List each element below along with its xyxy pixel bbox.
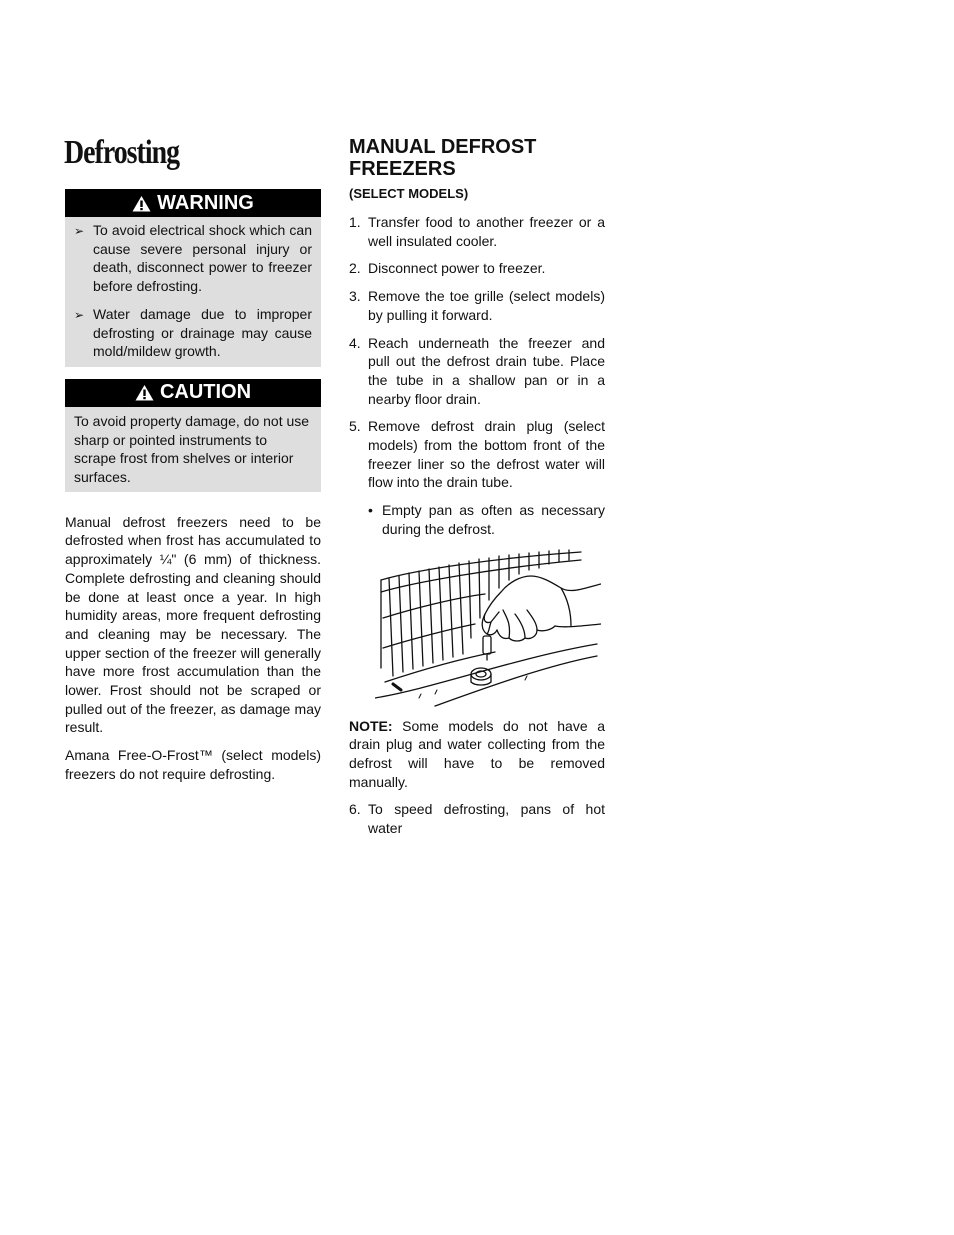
steps-list [349,213,605,539]
warning-triangle-icon [132,195,151,212]
step-item [349,800,605,837]
warning-item-text: Water damage due to improper defrosting or drainage may cause mold/mildew growth. [93,305,312,360]
section-subtitle: (SELECT MODELS) [349,186,469,201]
step-item [349,259,605,278]
drain-plug-illustration [375,548,601,708]
step-number: 5. [349,418,361,435]
step-item [349,417,605,492]
step-number: 4. [349,334,361,351]
warning-label: WARNING [157,191,254,214]
step-text: Remove defrost drain plug (select models) from the bottom front of the freezer liner so the defrost water will flow into the drain tube. [368,418,605,491]
step-number: 6. [349,801,361,818]
section-title: MANUAL DEFROST FREEZERS [349,136,537,180]
step-item [349,213,605,250]
step-number: 2. [349,260,361,277]
bullet-item [368,501,605,538]
step-text: Transfer food to another freezer or a well insulated cooler. [368,214,605,249]
warning-header [65,189,321,217]
hand-icon [482,576,601,641]
drain-fitting-icon [471,668,491,685]
step-number: 1. [349,214,361,230]
step-item [349,334,605,409]
wire-rack-icon [381,550,581,682]
bullet-dot: • [368,502,373,519]
caution-text: To avoid property damage, do not use sharp or pointed instruments to scrape frost from shelves or interior surfaces. [74,412,310,486]
warning-item [74,221,312,296]
drain-plug-icon [483,636,491,660]
step-text: Reach underneath the freezer and pull out the defrost drain tube. Place the tube in a shallow pan or in a nearby floor drain. [368,334,605,407]
step-item [349,287,605,324]
caution-box [65,379,321,492]
caution-label: CAUTION [159,381,252,404]
left-column [65,189,321,793]
right-column [349,136,605,847]
note-label: NOTE: [349,717,393,734]
step-text: To speed defrosting, pans of hot water [368,801,605,837]
caution-header [65,379,321,407]
intro-paragraph: Manual defrost freezers need to be defrosted when frost has accumulated to approximately ¼" (6 mm) of thickness. Complete defrosting and cleaning should be done at least once a year. In high humidity areas, more frequent defrosting and cleaning may be necessary. The upper section of the freezer will generally have more frost accumulation than the lower. Frost should not be scraped or pulled out of the freezer, as damage may result. [65,513,321,736]
step-text: Disconnect power to freezer. [368,260,546,277]
warning-body [65,217,321,367]
step-number: 3. [349,288,361,305]
warning-item [74,305,312,361]
arrow-bullet-icon: ➢ [74,307,85,322]
page-title: Defrosting [64,134,180,171]
warning-box [65,189,321,367]
warning-item-text: To avoid electrical shock which can cause severe personal injury or death, disconnect power to freezer before defrosting. [93,222,312,295]
arrow-bullet-icon: ➢ [74,224,85,238]
step-text: Remove the toe grille (select models) by pulling it forward. [368,288,605,323]
note-paragraph [349,717,605,792]
caution-body [65,407,321,492]
warning-triangle-icon [135,384,154,401]
note-text: Some models do not have a drain plug and water collecting from the defrost will have to be removed manually. [349,717,605,790]
free-o-frost-paragraph: Amana Free-O-Frost™ (select models) freezers do not require defrosting. [65,747,321,782]
bullet-text: Empty pan as often as necessary during the defrost. [382,502,605,537]
